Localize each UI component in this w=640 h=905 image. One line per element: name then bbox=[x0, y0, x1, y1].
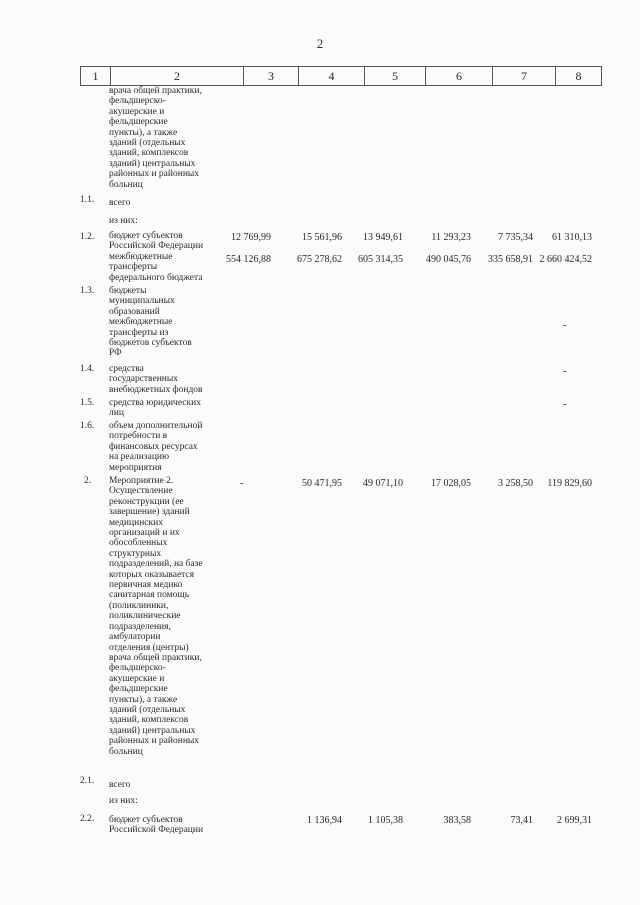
row-number: 1.4. bbox=[80, 364, 95, 374]
header-cell: 3 bbox=[243, 67, 298, 85]
header-cell: 5 bbox=[364, 67, 425, 85]
value-cell: 13 949,61 bbox=[363, 232, 403, 243]
value-cell: 490 045,76 bbox=[426, 254, 471, 265]
value-cell: 15 561,96 bbox=[302, 232, 342, 243]
row-text: Мероприятие 2. Осуществление реконструкции (ее завершение) зданий медицинских организаций и их обособленных структурных подразделений, на базе которых оказывается первичная медико санитарная помощь (поликлиники, поликлинические подразделения, амбулатории отделения (центры) врача общей практики, фельдшерско- акушерские и фельдшерские пункты), а также зданий (отдельных зданий, комплексов зданий) центральных районных и районных больниц bbox=[109, 476, 203, 757]
row-text: всего bbox=[109, 198, 131, 208]
row-text: межбюджетные трансферты федерального бюджета bbox=[109, 252, 203, 283]
row-number: 1.3. bbox=[80, 286, 95, 296]
value-cell: 12 769,99 bbox=[231, 232, 271, 243]
row-text: бюджет субъектов Российской Федерации bbox=[109, 231, 204, 252]
header-cell: 4 bbox=[298, 67, 364, 85]
row-text: бюджет субъектов Российской Федерации bbox=[109, 815, 204, 836]
continued-text: врача общей практики, фельдшерско- акушерские и фельдшерские пункты), а также зданий (отдельных зданий, комплексов зданий) центральных районных и районных больниц bbox=[109, 86, 202, 190]
row-text: бюджеты муниципальных образований межбюджетные трансферты из бюджетов субъектов РФ bbox=[109, 286, 192, 359]
value-cell: 3 258,50 bbox=[498, 478, 533, 489]
header-cell: 1 bbox=[80, 67, 110, 85]
value-cell: 73,41 bbox=[510, 815, 533, 826]
value-cell: 17 028,05 bbox=[431, 478, 471, 489]
row-text: средства юридических лиц bbox=[109, 398, 201, 419]
value-cell: 605 314,35 bbox=[358, 254, 403, 265]
value-cell: 2 699,31 bbox=[557, 815, 592, 826]
value-cell: 50 471,95 bbox=[302, 478, 342, 489]
table-header bbox=[80, 66, 602, 86]
value-cell: 61 310,13 bbox=[552, 232, 592, 243]
row-number: 1.6. bbox=[80, 421, 95, 431]
dash-value: - bbox=[563, 399, 567, 410]
header-cell: 7 bbox=[492, 67, 555, 85]
row-number: 2.2. bbox=[80, 814, 95, 824]
value-cell: 11 293,23 bbox=[431, 232, 471, 243]
dash-value: - bbox=[563, 320, 567, 331]
value-cell: 675 278,62 bbox=[297, 254, 342, 265]
row-text: из них: bbox=[109, 796, 138, 806]
row-number: 1.5. bbox=[80, 398, 95, 408]
value-cell: 1 105,38 bbox=[368, 815, 403, 826]
value-cell: - bbox=[240, 478, 244, 489]
header-cell: 2 bbox=[110, 67, 243, 85]
row-text: всего bbox=[109, 780, 131, 790]
header-cell: 8 bbox=[555, 67, 602, 85]
row-text: объем дополнительной потребности в финансовых ресурсах на реализацию мероприятия bbox=[109, 421, 203, 473]
value-cell: 335 658,91 bbox=[488, 254, 533, 265]
row-number: 2. bbox=[84, 476, 92, 486]
row-number: 2.1. bbox=[80, 776, 95, 786]
value-cell: 49 071,10 bbox=[363, 478, 403, 489]
value-cell: 2 660 424,52 bbox=[539, 254, 592, 265]
value-cell: 1 136,94 bbox=[307, 815, 342, 826]
row-number: 1.2. bbox=[80, 232, 95, 242]
value-cell: 7 735,34 bbox=[498, 232, 533, 243]
header-cell: 6 bbox=[425, 67, 492, 85]
value-cell: 119 829,60 bbox=[547, 478, 592, 489]
page-number: 2 bbox=[316, 36, 324, 51]
row-number: 1.1. bbox=[80, 195, 95, 205]
value-cell: 554 126,88 bbox=[226, 254, 271, 265]
row-text: средства государственных внебюджетных фондов bbox=[109, 364, 203, 395]
dash-value: - bbox=[563, 366, 567, 377]
value-cell: 383,58 bbox=[443, 815, 471, 826]
row-text: из них: bbox=[109, 216, 138, 226]
